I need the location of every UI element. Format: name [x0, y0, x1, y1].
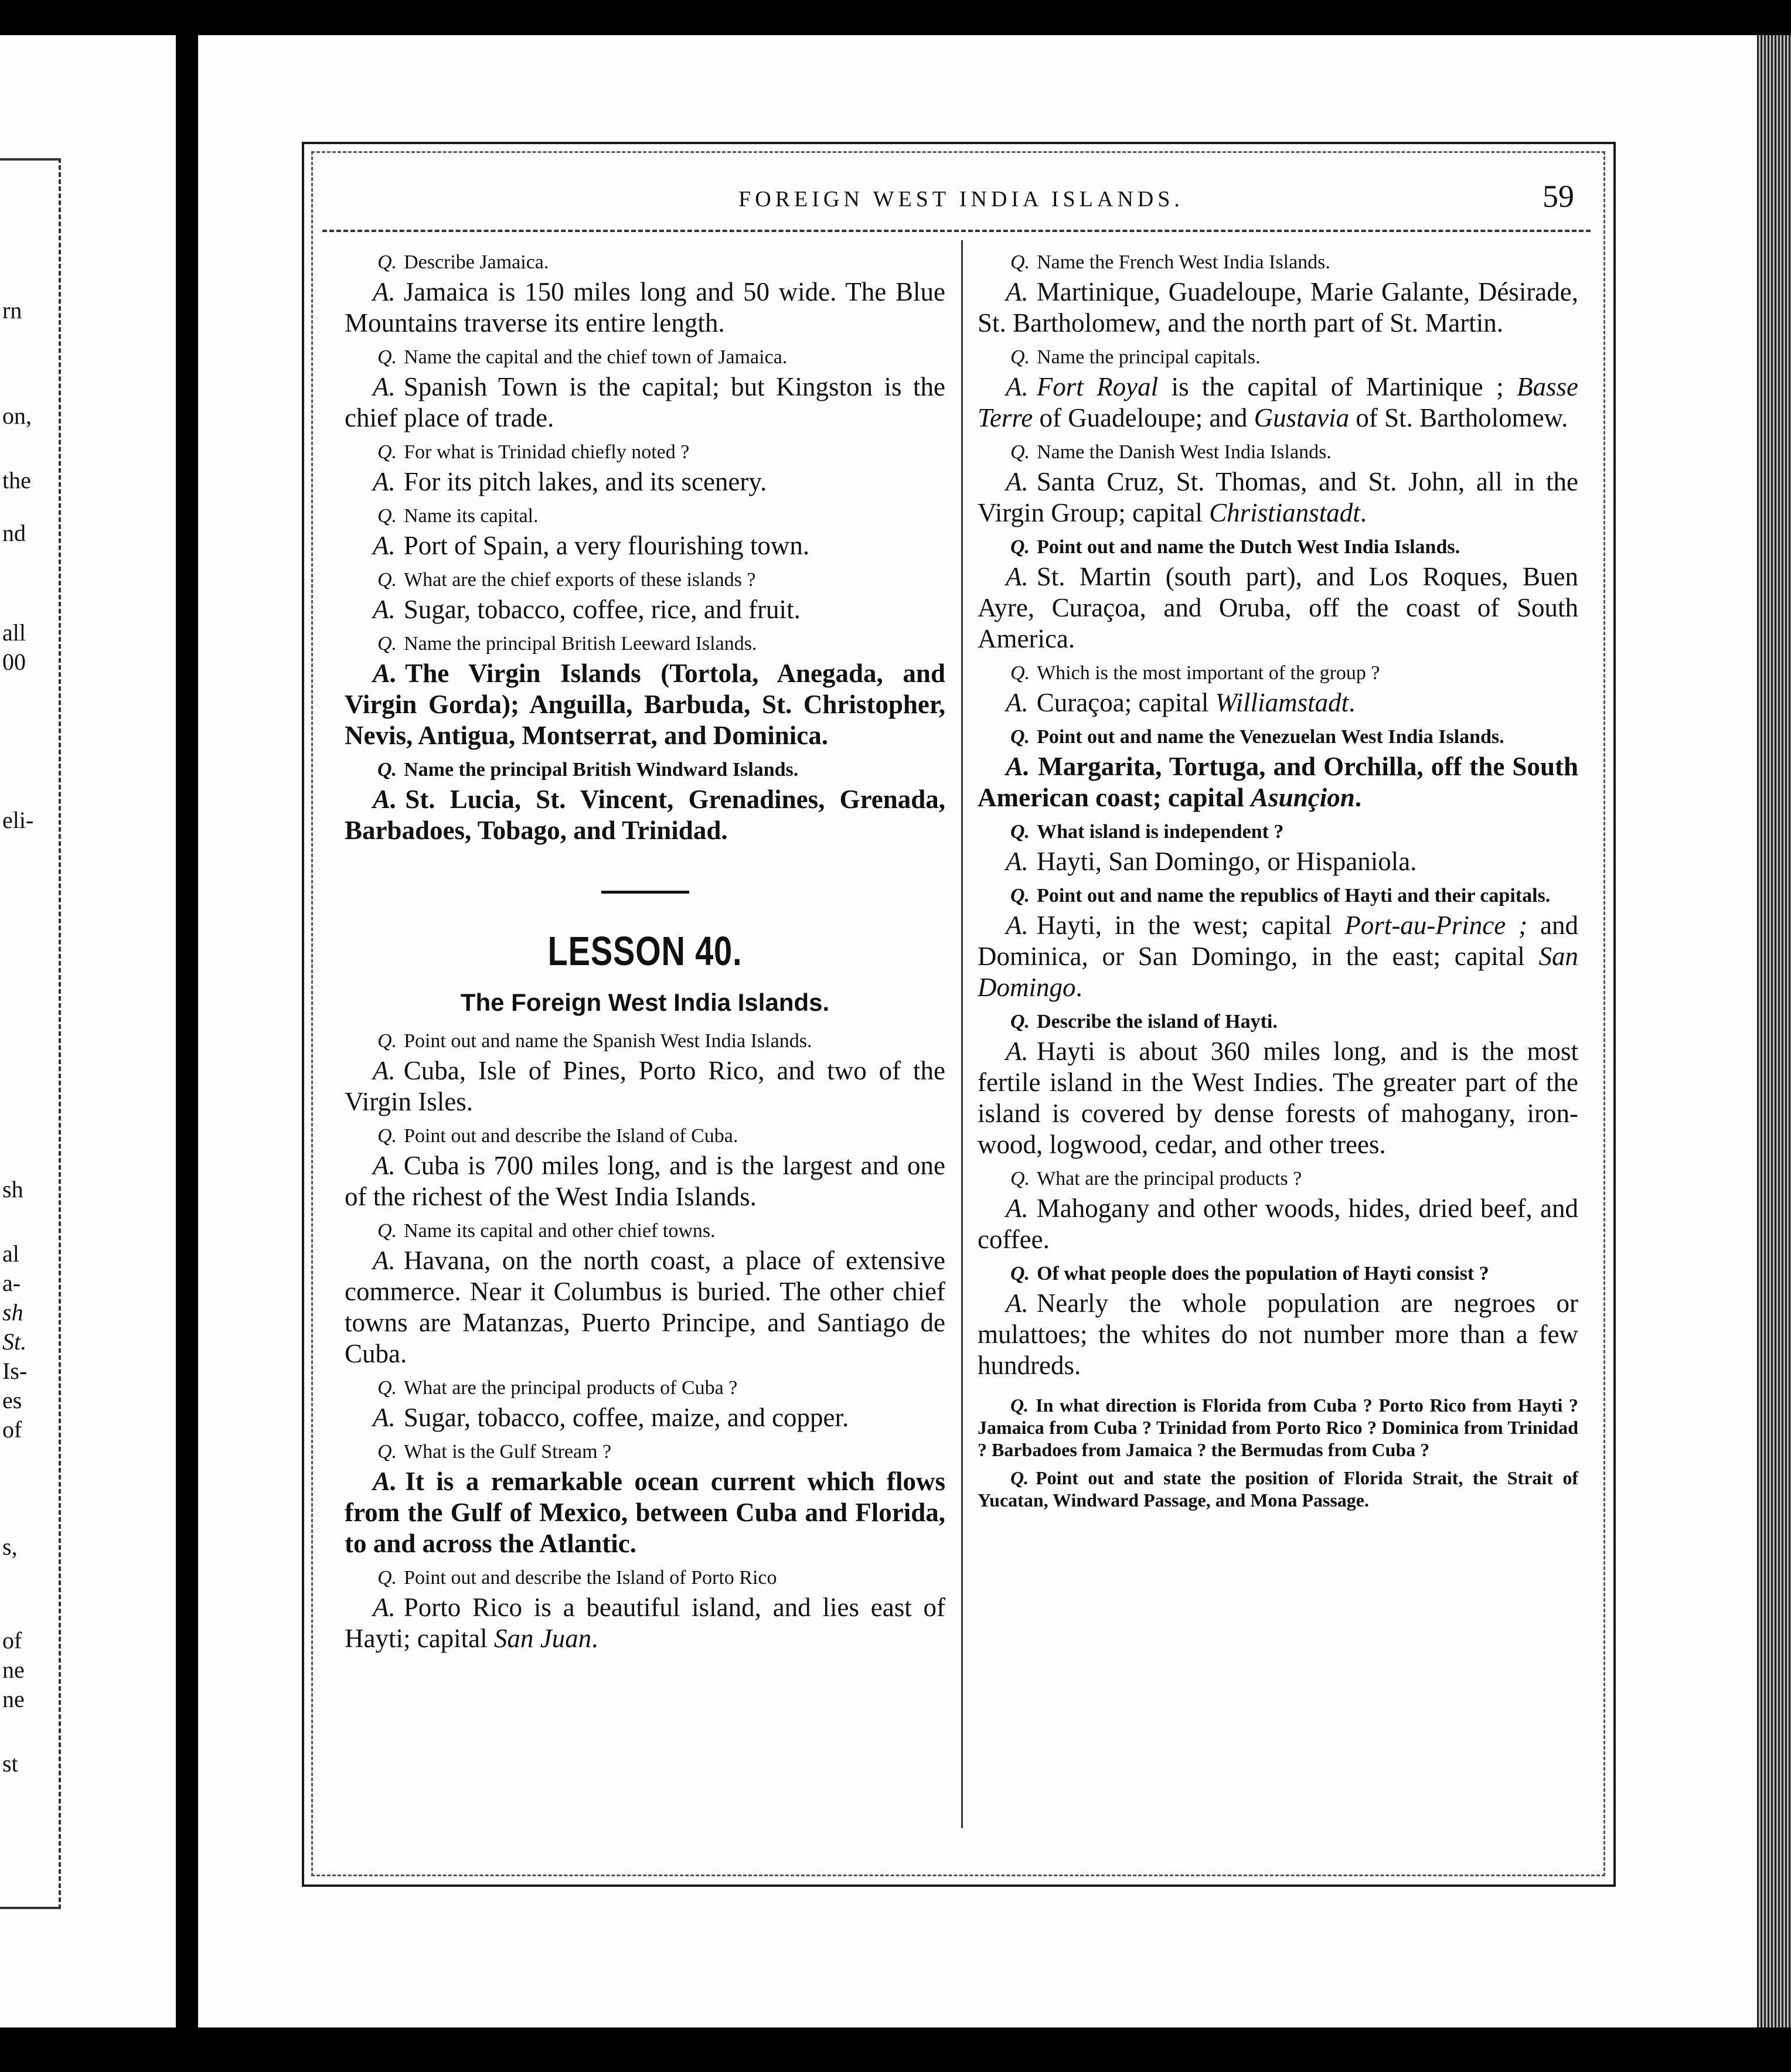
q-label: Q.: [1010, 441, 1030, 463]
question-text: What is the Gulf Stream ?: [404, 1441, 612, 1463]
q-label: Q.: [377, 1125, 397, 1147]
question: [345, 757, 945, 783]
answer: [345, 277, 945, 339]
a-label: A.: [1006, 277, 1029, 306]
a-label: A.: [1006, 467, 1029, 496]
answer: [978, 687, 1578, 718]
a-label: A.: [373, 531, 396, 560]
answer: [978, 277, 1578, 339]
question-text: In what direction is Florida from Cuba ? Porto Rico from Hayti ? Jamaica from Cuba ? Trinidad from Porto Rico ? Dominica from Trinidad ? Barbadoes from Jamaica ? the Bermudas from Cuba ?: [978, 1395, 1578, 1460]
answer: [345, 594, 945, 625]
qa-block: [345, 1218, 945, 1369]
q-label: Q.: [377, 1220, 397, 1242]
q-label: Q.: [1010, 1011, 1030, 1032]
answer-italic: Williamstadt: [1215, 688, 1349, 717]
a-label: A.: [1006, 1194, 1029, 1223]
q-label: Q.: [377, 1567, 397, 1589]
question: [345, 439, 945, 465]
answer-italic: Asunçion: [1251, 783, 1355, 812]
q-label: Q.: [377, 633, 397, 655]
answer-italic: Gustavia: [1254, 403, 1350, 432]
question-text: What are the chief exports of these islands ?: [404, 569, 756, 591]
qa-block: [978, 660, 1578, 718]
header-rule: [322, 230, 1591, 232]
question: [978, 1166, 1578, 1192]
question-text: Name the capital and the chief town of Jamaica.: [404, 346, 788, 368]
page-fragment: St.: [2, 1328, 27, 1355]
answer-text: Jamaica is 150 miles long and 50 wide. The Blue Mountains traverse its entire length.: [345, 277, 945, 338]
page-fragment: al: [2, 1241, 19, 1267]
q-label: Q.: [377, 759, 397, 781]
q-label: Q.: [1010, 726, 1030, 748]
answer: [345, 784, 945, 846]
answer-text: Hayti is about 360 miles long, and is the most fertile island in the West Indies. The greater part of the island is covered by dense forests of mahogany, iron-wood, logwood, cedar, and other trees.: [978, 1037, 1578, 1159]
a-label: A.: [373, 595, 396, 624]
page-stack-edge: [1757, 35, 1791, 2027]
question-text: Name the principal British Windward Islands.: [404, 759, 799, 781]
question-text: Name the principal capitals.: [1037, 346, 1261, 368]
question: [345, 1565, 945, 1591]
answer-text: Martinique, Guadeloupe, Marie Galante, Désirade, St. Bartholomew, and the north part of St. Martin.: [978, 277, 1578, 338]
page-fragment: on,: [2, 403, 32, 429]
q-label: Q.: [1010, 536, 1030, 558]
answer-text: .: [1075, 973, 1082, 1002]
answer: [345, 530, 945, 561]
q-label: Q.: [1010, 251, 1030, 273]
question: [978, 439, 1578, 465]
question: [345, 250, 945, 275]
answer-text: and Dominica, or San Domingo, in the east; capital: [978, 911, 1578, 971]
question: [345, 345, 945, 370]
question-text: What island is independent ?: [1037, 821, 1284, 843]
lesson-subtitle: The Foreign West India Islands.: [460, 989, 830, 1016]
answer: [345, 372, 945, 434]
question: [978, 1467, 1578, 1511]
qa-block: [345, 567, 945, 625]
answer-text: St. Martin (south part), and Los Roques, Buen Ayre, Curaçoa, and Oruba, off the coast of South America.: [978, 562, 1578, 653]
a-label: A.: [1006, 752, 1030, 781]
question: [345, 567, 945, 593]
page-fragment: of: [2, 1416, 22, 1443]
a-label: A.: [1006, 372, 1029, 401]
a-label: A.: [373, 785, 397, 814]
answer: [978, 561, 1578, 655]
question: [345, 1123, 945, 1149]
qa-block: [345, 757, 945, 846]
page-fragment: a-: [2, 1270, 21, 1296]
qa-block: [345, 439, 945, 497]
q-label: Q.: [1010, 885, 1030, 906]
qa-block: [345, 503, 945, 561]
question-text: Describe Jamaica.: [404, 251, 549, 273]
q-label: Q.: [377, 1030, 397, 1052]
question: [978, 660, 1578, 686]
qa-block: [978, 883, 1578, 1003]
qa-block: [978, 1009, 1578, 1160]
answer: [978, 910, 1578, 1003]
question-text: Point out and describe the Island of Porto Rico: [404, 1567, 777, 1589]
qa-block: [345, 1375, 945, 1433]
answer: [978, 466, 1578, 529]
qa-block: [978, 1166, 1578, 1255]
answer-italic: Basse Terre: [978, 372, 1579, 432]
question-text: Name the principal British Leeward Islands.: [404, 633, 757, 655]
question-text: What are the principal products ?: [1037, 1168, 1302, 1190]
page-fragment: st: [2, 1750, 18, 1777]
qa-block: [345, 1028, 945, 1117]
a-label: A.: [1006, 1037, 1029, 1066]
answer-italic: Fort Royal: [1036, 372, 1159, 401]
a-label: A.: [373, 659, 397, 688]
question: [345, 1439, 945, 1465]
question: [978, 345, 1578, 370]
answer-text: Santa Cruz, St. Thomas, and St. John, all in the Virgin Group; capital: [978, 467, 1578, 527]
answer-text: Margarita, Tortuga, and Orchilla, off the South American coast; capital: [978, 752, 1578, 812]
q-label: Q.: [1010, 346, 1030, 368]
answer-text: of Guadeloupe; and: [1033, 403, 1254, 432]
answer: [978, 372, 1578, 434]
q-label: Q.: [377, 346, 397, 368]
qa-block: [345, 1123, 945, 1212]
page-fragment: sh: [2, 1176, 23, 1202]
a-label: A.: [373, 1151, 396, 1180]
answer-text: Sugar, tobacco, coffee, maize, and copper.: [403, 1403, 849, 1432]
answer-text: It is a remarkable ocean current which flows from the Gulf of Mexico, between Cuba and Florida, to and across the Atlantic.: [345, 1467, 945, 1558]
question-text: Point out and name the Venezuelan West India Islands.: [1037, 726, 1504, 748]
answer: [345, 1245, 945, 1369]
answer-text: .: [1360, 498, 1367, 527]
answer-text: Cuba, Isle of Pines, Porto Rico, and two of the Virgin Isles.: [345, 1056, 945, 1116]
answer-italic: San Domingo: [978, 942, 1578, 1002]
question: [978, 819, 1578, 845]
answer-text: Spanish Town is the capital; but Kingston is the chief place of trade.: [345, 372, 945, 432]
page-fragment: rn: [2, 297, 22, 323]
answer-italic: Christianstadt: [1209, 498, 1360, 527]
question-text: Point out and describe the Island of Cuba.: [404, 1125, 738, 1147]
answer: [345, 1592, 945, 1654]
answer: [978, 846, 1578, 877]
a-label: A.: [373, 372, 396, 401]
answer-text: Hayti, in the west; capital: [1036, 911, 1345, 940]
answer-text: .: [591, 1624, 598, 1653]
question-text: Describe the island of Hayti.: [1037, 1011, 1278, 1032]
question: [978, 1009, 1578, 1035]
answer-text: The Virgin Islands (Tortola, Anegada, and Virgin Gorda); Anguilla, Barbuda, St. Christopher, Nevis, Antigua, Montserrat, and Dominica.: [345, 659, 945, 750]
q-label: Q.: [377, 1441, 397, 1463]
answer: [345, 658, 945, 751]
answer-text: Nearly the whole population are negroes or mulattoes; the whites do not number more than a few hundreds.: [978, 1289, 1578, 1380]
question: [978, 883, 1578, 909]
page-fragment: Is-: [2, 1358, 28, 1384]
qa-block: [345, 250, 945, 339]
qa-block: [978, 1394, 1578, 1461]
answer-text: Cuba is 700 miles long, and is the largest and one of the richest of the West India Islands.: [345, 1151, 945, 1211]
question-text: Point out and state the position of Florida Strait, the Strait of Yucatan, Windward Passage, and Mona Passage.: [978, 1467, 1578, 1511]
page-fragment: eli-: [2, 807, 34, 833]
a-label: A.: [373, 1056, 396, 1085]
page-fragment: es: [2, 1387, 22, 1413]
question-text: For what is Trinidad chiefly noted ?: [404, 441, 690, 463]
a-label: A.: [1006, 1289, 1029, 1318]
question: [978, 1261, 1578, 1287]
answer: [345, 1466, 945, 1559]
page-fragment: s,: [2, 1533, 18, 1560]
a-label: A.: [373, 1403, 396, 1432]
question-text: Point out and name the Dutch West India Islands.: [1037, 536, 1460, 558]
page-fragment: of: [2, 1627, 22, 1654]
question-text: Name its capital and other chief towns.: [404, 1220, 716, 1242]
a-label: A.: [373, 1467, 397, 1496]
question-text: Name the French West India Islands.: [1037, 251, 1330, 273]
a-label: A.: [373, 467, 396, 496]
answer: [978, 1036, 1578, 1160]
q-label: Q.: [377, 251, 397, 273]
lesson-title: LESSON 40.: [547, 928, 743, 974]
q-label: Q.: [1010, 1395, 1029, 1416]
q-label: Q.: [1010, 1263, 1030, 1284]
question-text: What are the principal products of Cuba ?: [404, 1377, 738, 1399]
q-label: Q.: [377, 1377, 397, 1399]
running-head: FOREIGN WEST INDIA ISLANDS.: [738, 187, 1184, 212]
question-text: Point out and name the republics of Hayti and their capitals.: [1037, 885, 1551, 906]
page-fragment: nd: [2, 520, 26, 546]
question: [978, 724, 1578, 750]
left-column: [345, 244, 945, 1654]
answer-text: of St. Bartholomew.: [1349, 403, 1568, 432]
question-text: Name its capital.: [404, 505, 539, 527]
lesson-divider-rule: [601, 891, 689, 894]
question-text: Which is the most important of the group ?: [1037, 662, 1380, 684]
answer: [345, 1150, 945, 1212]
qa-block: [978, 439, 1578, 529]
page-number: 59: [1543, 179, 1574, 214]
column-divider: [961, 240, 963, 1828]
a-label: A.: [1006, 562, 1029, 591]
answer: [978, 751, 1578, 813]
answer-text: Porto Rico is a beautiful island, and lies east of Hayti; capital: [345, 1593, 945, 1653]
qa-block: [978, 345, 1578, 434]
qa-block: [345, 1439, 945, 1559]
q-label: Q.: [1010, 821, 1030, 843]
answer-text: .: [1349, 688, 1356, 717]
qa-block: [978, 724, 1578, 813]
qa-block: [345, 1565, 945, 1654]
question: [978, 1394, 1578, 1461]
question: [345, 631, 945, 657]
question-text: Name the Danish West India Islands.: [1037, 441, 1332, 463]
answer: [345, 1055, 945, 1117]
right-column: [978, 244, 1578, 1511]
page-fragment: 00: [2, 649, 26, 675]
answer-text: Hayti, San Domingo, or Hispaniola.: [1036, 847, 1417, 876]
answer-text: Port of Spain, a very flourishing town.: [403, 531, 810, 560]
answer-text: .: [1354, 783, 1361, 812]
question: [345, 503, 945, 529]
answer-text: Curaçoa; capital: [1036, 688, 1215, 717]
qa-block: [978, 1261, 1578, 1381]
q-label: Q.: [1010, 1168, 1030, 1190]
a-label: A.: [1006, 688, 1029, 717]
question: [345, 1375, 945, 1401]
qa-block: [345, 631, 945, 751]
answer-text: St. Lucia, St. Vincent, Grenadines, Grenada, Barbadoes, Tobago, and Trinidad.: [345, 785, 945, 845]
page-fragment: ne: [2, 1686, 25, 1712]
page-fragment: ne: [2, 1657, 25, 1683]
question: [345, 1028, 945, 1054]
page-fragment: the: [2, 467, 31, 493]
question: [978, 534, 1578, 560]
qa-block: [978, 534, 1578, 655]
a-label: A.: [1006, 911, 1029, 940]
q-label: Q.: [377, 441, 397, 463]
a-label: A.: [373, 1593, 396, 1622]
answer: [978, 1288, 1578, 1381]
qa-block: [978, 819, 1578, 877]
q-label: Q.: [377, 505, 397, 527]
question: [978, 250, 1578, 275]
answer-text: Havana, on the north coast, a place of extensive commerce. Near it Columbus is buried. The other chief towns are Matanzas, Puerto Principe, and Santiago de Cuba.: [345, 1246, 945, 1368]
answer-italic: Port-au-Prince ;: [1344, 911, 1528, 940]
qa-block: [978, 250, 1578, 339]
answer: [978, 1193, 1578, 1255]
qa-block: [345, 345, 945, 434]
question-text: Point out and name the Spanish West India Islands.: [404, 1030, 812, 1052]
question-text: Of what people does the population of Hayti consist ?: [1037, 1263, 1489, 1284]
q-label: Q.: [1010, 662, 1030, 684]
answer: [345, 466, 945, 497]
answer-italic: San Juan: [493, 1624, 592, 1653]
q-label: Q.: [377, 569, 397, 591]
question: [345, 1218, 945, 1244]
answer-text: Mahogany and other woods, hides, dried beef, and coffee.: [978, 1194, 1578, 1254]
answer-text: For its pitch lakes, and its scenery.: [403, 467, 767, 496]
a-label: A.: [373, 1246, 396, 1275]
a-label: A.: [1006, 847, 1029, 876]
qa-block: [978, 1467, 1578, 1511]
a-label: A.: [373, 277, 396, 306]
page-fragment: all: [2, 619, 26, 646]
answer: [345, 1402, 945, 1433]
answer-text: Sugar, tobacco, coffee, rice, and fruit.: [403, 595, 801, 624]
page-fragment: sh: [2, 1299, 23, 1325]
answer-text: is the capital of Martinique ;: [1158, 372, 1517, 401]
previous-page-edge: [0, 35, 176, 2027]
q-label: Q.: [1010, 1467, 1029, 1488]
